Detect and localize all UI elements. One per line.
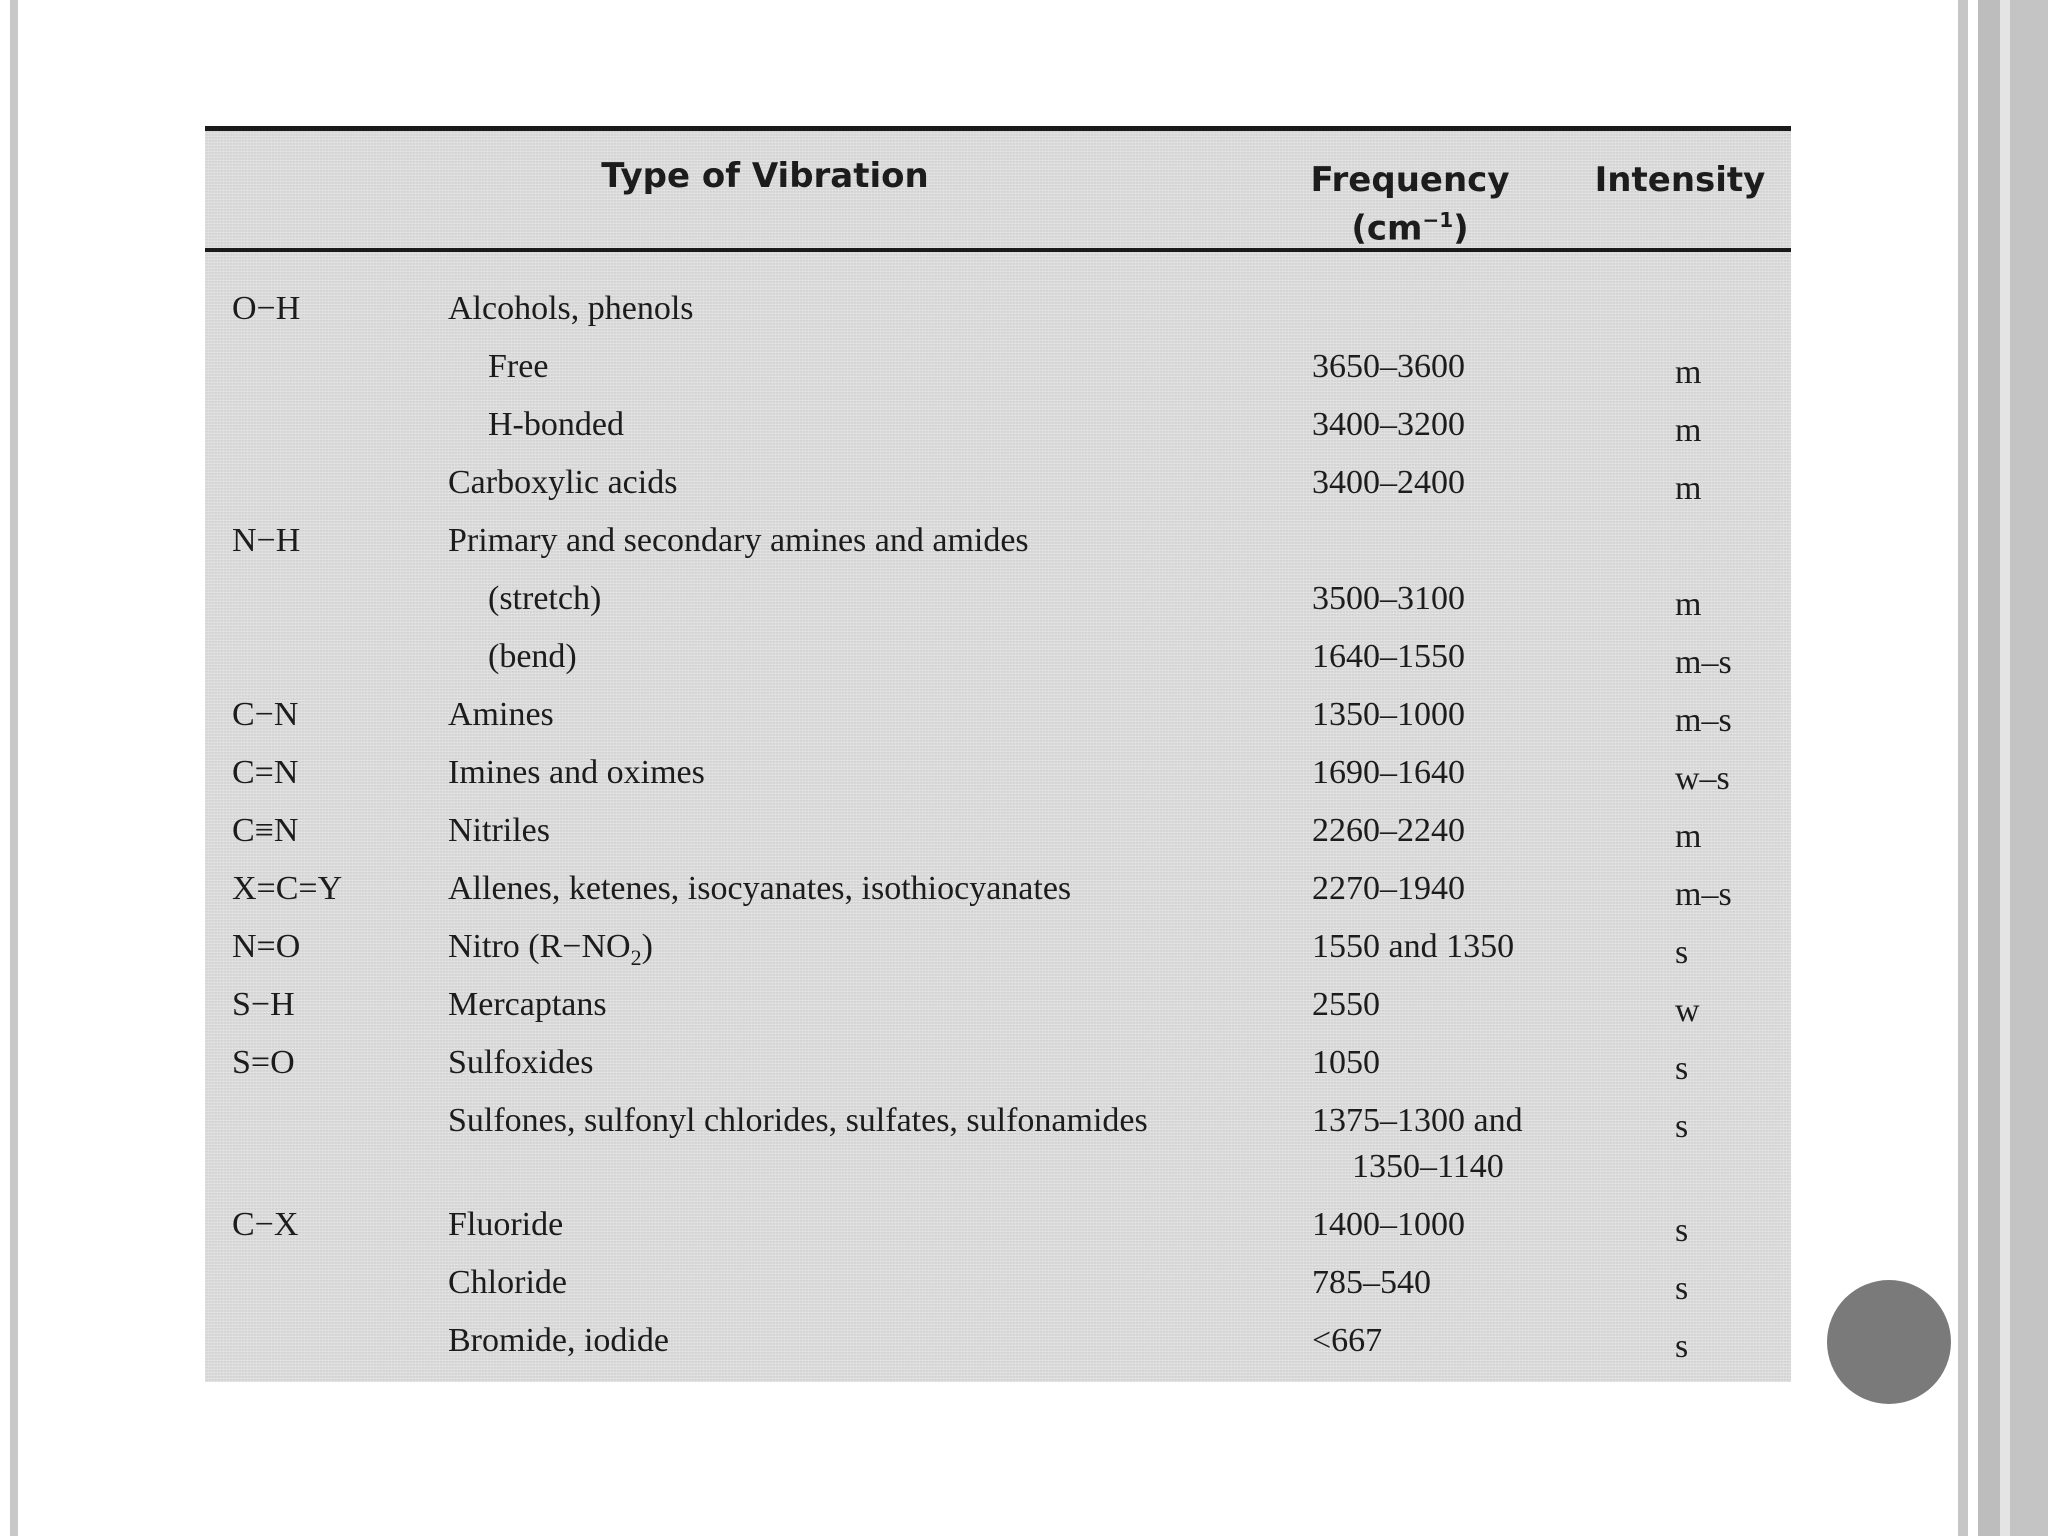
vibration-type-cell: [488, 344, 548, 390]
header-frequency-unit-exponent: −1: [1422, 208, 1454, 232]
bond-cell: S−H: [232, 986, 295, 1023]
table-row: [205, 634, 1791, 692]
frequency-text: 1640–1550: [1312, 638, 1465, 675]
bond-cell: C≡N: [232, 812, 299, 849]
vibration-type-text: Mercaptans: [448, 986, 607, 1023]
slide-right-bar: [1958, 0, 1968, 1536]
vibration-type-text: Alcohols, phenols: [448, 290, 694, 327]
bond-cell: N−H: [232, 522, 301, 559]
intensity-cell: s: [1675, 1328, 1689, 1365]
bond-cell: X=C=Y: [232, 870, 343, 907]
vibration-type-text: Primary and secondary amines and amides: [448, 522, 1029, 559]
intensity-cell: s: [1675, 934, 1689, 971]
frequency-text-line2: 1350–1140: [1352, 1148, 1504, 1185]
vibration-type-cell: [448, 1098, 1148, 1144]
frequency-text: 1050: [1312, 1044, 1380, 1081]
vibration-type-text: Chloride: [448, 1264, 567, 1301]
frequency-text: 2270–1940: [1312, 870, 1465, 907]
intensity-cell: s: [1675, 1108, 1689, 1145]
frequency-cell: [1312, 460, 1465, 506]
vibration-type-cell: [448, 866, 1071, 912]
vibration-type-cell: [448, 692, 554, 738]
frequency-text: 1350–1000: [1312, 696, 1465, 733]
intensity-cell: m: [1675, 818, 1702, 855]
bond-cell: O−H: [232, 290, 301, 327]
intensity-cell: m: [1675, 354, 1702, 391]
vibration-type-text: (stretch): [488, 580, 602, 617]
vibration-type-text: Sulfoxides: [448, 1044, 594, 1081]
table-row: [205, 1202, 1791, 1260]
vibration-type-subscript: 2: [630, 944, 642, 970]
frequency-cell: [1312, 924, 1514, 970]
frequency-text: 3500–3100: [1312, 580, 1465, 617]
table-top-rule: [205, 126, 1791, 131]
frequency-cell: [1312, 1040, 1380, 1086]
vibration-type-text: Imines and oximes: [448, 754, 705, 791]
table-row: [205, 924, 1791, 982]
intensity-cell: s: [1675, 1050, 1689, 1087]
frequency-cell: [1312, 402, 1465, 448]
vibration-type-cell: [448, 808, 550, 854]
frequency-text: 785–540: [1312, 1264, 1431, 1301]
frequency-text: 1375–1300 and: [1312, 1102, 1523, 1139]
table-row: [205, 402, 1791, 460]
vibration-type-text: H-bonded: [488, 406, 624, 443]
table-body: [205, 286, 1791, 1376]
bond-cell: C−N: [232, 696, 299, 733]
vibration-type-close: ): [641, 928, 653, 965]
frequency-cell: [1312, 1318, 1382, 1364]
slide-decoration-circle: [1827, 1280, 1951, 1404]
frequency-cell: [1312, 634, 1465, 680]
frequency-cell: [1312, 1202, 1465, 1248]
frequency-cell: [1312, 1098, 1523, 1190]
table-row: [205, 1098, 1791, 1202]
frequency-cell: [1312, 750, 1465, 796]
table-row: [205, 576, 1791, 634]
slide-right-gap: [2000, 0, 2010, 1536]
table-row: [205, 1040, 1791, 1098]
vibration-type-cell: [448, 1040, 593, 1086]
intensity-cell: m: [1675, 586, 1702, 623]
intensity-cell: w: [1675, 992, 1700, 1029]
table-row: [205, 460, 1791, 518]
vibration-type-cell: [448, 924, 653, 981]
table-row: [205, 286, 1791, 344]
frequency-cell: [1312, 1260, 1431, 1306]
header-type-of-vibration: Type of Vibration: [601, 156, 929, 196]
vibration-type-cell: [448, 982, 607, 1028]
frequency-cell: [1312, 576, 1465, 622]
header-rule: [205, 248, 1791, 252]
vibration-type-text: Sulfones, sulfonyl chlorides, sulfates, sulfonamides: [448, 1102, 1148, 1139]
vibration-type-text: Bromide, iodide: [448, 1322, 669, 1359]
frequency-text: 3400–3200: [1312, 406, 1465, 443]
frequency-text: 1550 and 1350: [1312, 928, 1515, 965]
frequency-text: <667: [1312, 1322, 1383, 1359]
intensity-cell: m: [1675, 412, 1702, 449]
header-frequency-unit: (cm: [1351, 208, 1423, 249]
intensity-cell: m–s: [1675, 702, 1732, 739]
table-row: [205, 692, 1791, 750]
intensity-cell: m–s: [1675, 644, 1732, 681]
bond-cell: C=N: [232, 754, 299, 791]
frequency-cell: [1312, 982, 1380, 1028]
table-row: [205, 808, 1791, 866]
table-row: [205, 1318, 1791, 1376]
frequency-text: 1400–1000: [1312, 1206, 1465, 1243]
vibration-type-text: Amines: [448, 696, 554, 733]
frequency-text: 3650–3600: [1312, 348, 1465, 385]
header-frequency: [1285, 160, 1535, 248]
frequency-cell: [1312, 344, 1465, 390]
frequency-cell: [1312, 692, 1465, 738]
vibration-type-text: (bend): [488, 638, 577, 675]
frequency-text: 1690–1640: [1312, 754, 1465, 791]
table-row: [205, 982, 1791, 1040]
intensity-cell: s: [1675, 1270, 1689, 1307]
slide-left-border: [10, 0, 18, 1536]
header-frequency-label: Frequency: [1310, 160, 1510, 200]
vibration-type-cell: [488, 402, 624, 448]
ir-frequency-table: [205, 126, 1791, 1382]
frequency-text: 2550: [1312, 986, 1380, 1023]
header-frequency-unit-close: ): [1453, 208, 1469, 249]
frequency-text: 2260–2240: [1312, 812, 1465, 849]
vibration-type-text: Free: [488, 348, 549, 385]
frequency-cell: [1312, 866, 1465, 912]
frequency-cell: [1312, 808, 1465, 854]
vibration-type-cell: [448, 750, 705, 796]
table-row: [205, 750, 1791, 808]
intensity-cell: w–s: [1675, 760, 1730, 797]
vibration-type-cell: [448, 286, 694, 332]
vibration-type-cell: [448, 1202, 563, 1248]
vibration-type-text: Fluoride: [448, 1206, 564, 1243]
vibration-type-text: Carboxylic acids: [448, 464, 678, 501]
vibration-type-cell: [448, 1260, 567, 1306]
header-intensity: Intensity: [1594, 160, 1766, 200]
slide-right-bar: [1978, 0, 2000, 1536]
slide-right-bar: [2010, 0, 2048, 1536]
vibration-type-text: Nitro (R−NO: [448, 928, 631, 965]
frequency-text: 3400–2400: [1312, 464, 1465, 501]
bond-cell: S=O: [232, 1044, 295, 1081]
vibration-type-cell: [448, 460, 677, 506]
vibration-type-cell: [488, 576, 601, 622]
vibration-type-cell: [448, 1318, 669, 1364]
table-row: [205, 1260, 1791, 1318]
vibration-type-cell: [488, 634, 577, 680]
intensity-cell: m–s: [1675, 876, 1732, 913]
table-row: [205, 866, 1791, 924]
intensity-cell: m: [1675, 470, 1702, 507]
bond-cell: C−X: [232, 1206, 299, 1243]
bond-cell: N=O: [232, 928, 301, 965]
vibration-type-text: Nitriles: [448, 812, 550, 849]
vibration-type-text: Allenes, ketenes, isocyanates, isothiocyanates: [448, 870, 1072, 907]
table-row: [205, 518, 1791, 576]
vibration-type-cell: [448, 518, 1029, 564]
intensity-cell: s: [1675, 1212, 1689, 1249]
table-row: [205, 344, 1791, 402]
